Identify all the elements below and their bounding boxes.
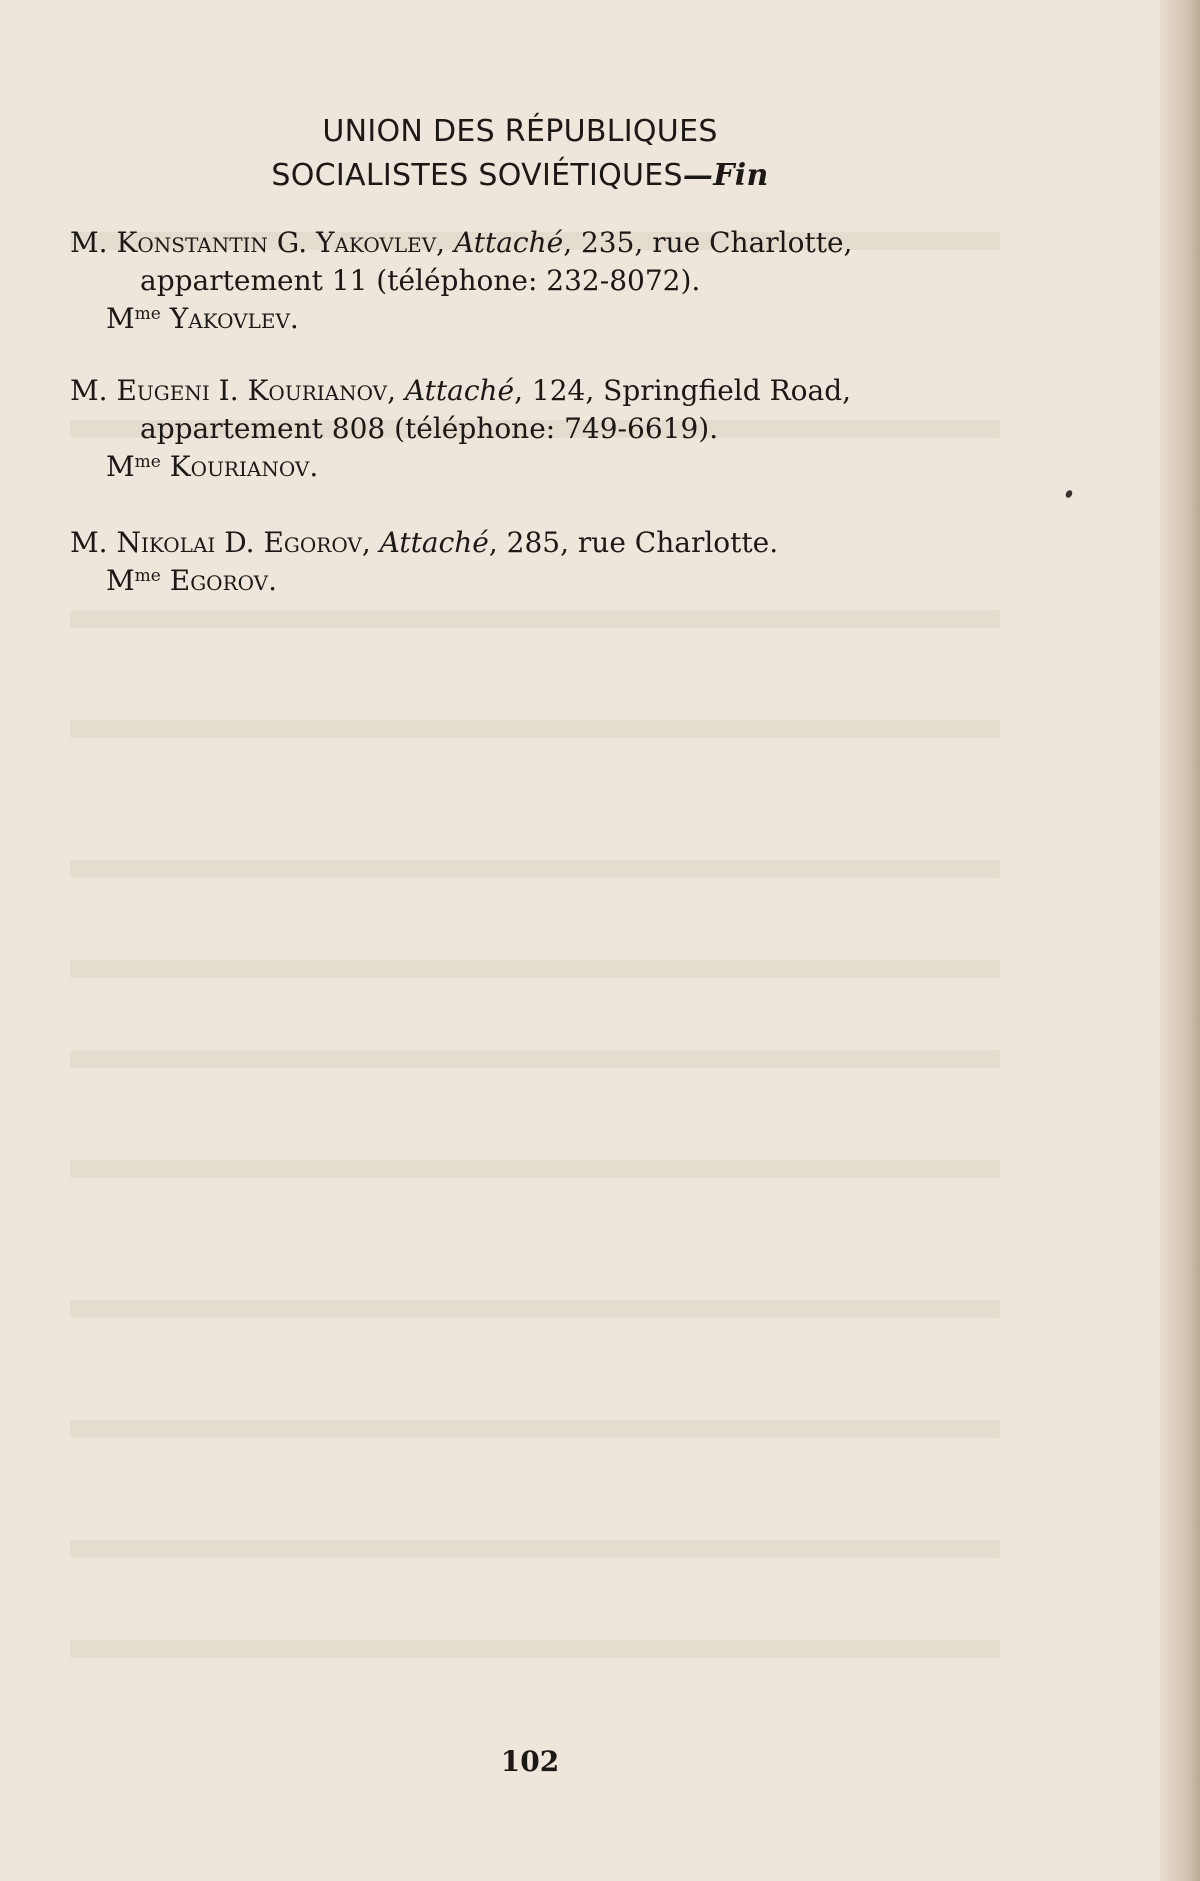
- entry-spouse: [106, 448, 990, 486]
- spouse-name: Kourianov.: [169, 450, 319, 483]
- spouse-prefix: M: [106, 450, 135, 483]
- spouse-sup: me: [134, 566, 161, 586]
- name-separator: ,: [361, 526, 371, 559]
- show-through: [70, 1050, 1000, 1068]
- entry-kourianov: [70, 372, 990, 486]
- show-through: [70, 1540, 1000, 1558]
- show-through: [70, 1640, 1000, 1658]
- spouse-name: Yakovlev.: [169, 302, 299, 335]
- entry-title: Attaché: [453, 226, 564, 259]
- name-separator: ,: [436, 226, 446, 259]
- entry-main-line: [70, 224, 990, 300]
- entry-egorov: [70, 524, 990, 600]
- show-through: [70, 860, 1000, 878]
- entry-address-line-2: appartement 11 (téléphone: 232-8072).: [140, 264, 701, 297]
- entry-main-line: [70, 372, 990, 448]
- entry-address-line-1: , 285, rue Charlotte.: [488, 526, 779, 559]
- entry-title: Attaché: [379, 526, 489, 559]
- entry-address-line-1: , 235, rue Charlotte,: [563, 226, 853, 259]
- page-gutter-shadow: [1160, 0, 1200, 1881]
- title-line-2-text: SOCIALISTES SOVIÉTIQUES: [271, 158, 683, 193]
- spouse-sup: me: [134, 304, 161, 324]
- name-separator: ,: [387, 374, 396, 407]
- spouse-sup: me: [134, 452, 161, 472]
- page-number: 102: [500, 1745, 560, 1778]
- entry-person-name: Eugeni I. Kourianov: [116, 374, 388, 407]
- entry-prefix: M.: [70, 526, 117, 559]
- entry-yakovlev: [70, 224, 990, 338]
- show-through: [70, 960, 1000, 978]
- show-through: [70, 1300, 1000, 1318]
- entry-prefix: M.: [70, 226, 117, 259]
- title-line-2: [0, 154, 1040, 198]
- show-through: [70, 1160, 1000, 1178]
- title-line-1: UNION DES RÉPUBLIQUES: [322, 114, 718, 149]
- title-suffix: —Fin: [682, 158, 769, 193]
- spouse-name: Egorov.: [169, 564, 278, 597]
- entry-address-line-2: appartement 808 (téléphone: 749-6619).: [140, 412, 719, 445]
- spouse-prefix: M: [106, 302, 135, 335]
- spouse-prefix: M: [106, 564, 135, 597]
- show-through: [70, 1420, 1000, 1438]
- entry-person-name: Konstantin G. Yakovlev: [116, 226, 437, 259]
- ink-speck: [1064, 489, 1073, 499]
- section-title: [0, 110, 1040, 198]
- entry-spouse: [106, 562, 990, 600]
- entry-prefix: M.: [70, 374, 117, 407]
- entry-person-name: Nikolai D. Egorov: [116, 526, 362, 559]
- show-through: [70, 610, 1000, 628]
- entry-title: Attaché: [404, 374, 515, 407]
- entry-address-line-1: , 124, Springfield Road,: [514, 374, 852, 407]
- show-through: [70, 720, 1000, 738]
- entry-spouse: [106, 300, 990, 338]
- entry-main-line: [70, 524, 990, 562]
